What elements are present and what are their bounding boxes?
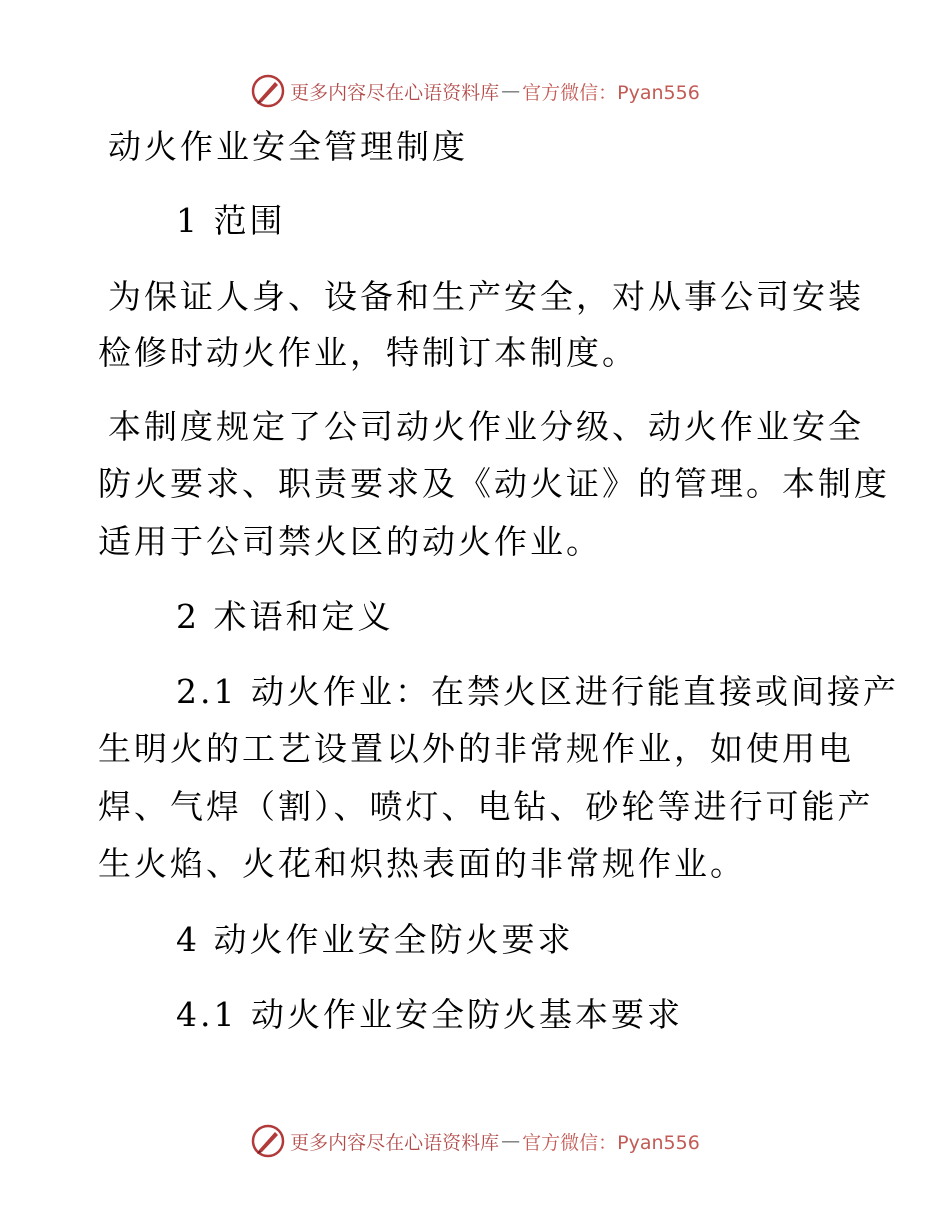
document-title: 动火作业安全管理制度 xyxy=(108,127,468,166)
paragraph-2-line-1: 本制度规定了公司动火作业分级、动火作业安全 xyxy=(108,407,864,446)
banner-site-text: 更多内容尽在心语资料库 xyxy=(290,81,500,104)
section-4-1-heading: 4.1 动火作业安全防火基本要求 xyxy=(176,995,683,1034)
paragraph-1-line-2: 检修时动火作业，特制订本制度。 xyxy=(98,333,638,372)
section-4-heading: 4 动火作业安全防火要求 xyxy=(176,920,574,959)
banner-separator: — xyxy=(501,1130,521,1152)
banner-wechat-text: 官方微信：Pyan556 xyxy=(522,1131,700,1154)
banner-wechat-text: 官方微信：Pyan556 xyxy=(522,81,700,104)
footer-banner xyxy=(0,1121,950,1161)
pen-logo-icon xyxy=(250,1123,286,1159)
definition-line-4: 生火焰、火花和炽热表面的非常规作业。 xyxy=(98,844,746,883)
pen-logo-icon xyxy=(250,73,286,109)
paragraph-1-line-1: 为保证人身、设备和生产安全，对从事公司安装 xyxy=(108,277,864,316)
section-2-heading: 2 术语和定义 xyxy=(176,597,394,636)
banner-separator: — xyxy=(501,80,521,102)
definition-line-2: 生明火的工艺设置以外的非常规作业，如使用电 xyxy=(98,729,854,768)
paragraph-2-line-3: 适用于公司禁火区的动火作业。 xyxy=(98,522,602,561)
paragraph-2-line-2: 防火要求、职责要求及《动火证》的管理。本制度 xyxy=(98,464,890,503)
banner-site-text: 更多内容尽在心语资料库 xyxy=(290,1131,500,1154)
header-banner xyxy=(0,71,950,111)
definition-line-1: 2.1 动火作业：在禁火区进行能直接或间接产 xyxy=(176,672,899,711)
definition-line-3: 焊、气焊（割）、喷灯、电钻、砂轮等进行可能产 xyxy=(98,787,874,826)
section-1-heading: 1 范围 xyxy=(176,201,286,240)
